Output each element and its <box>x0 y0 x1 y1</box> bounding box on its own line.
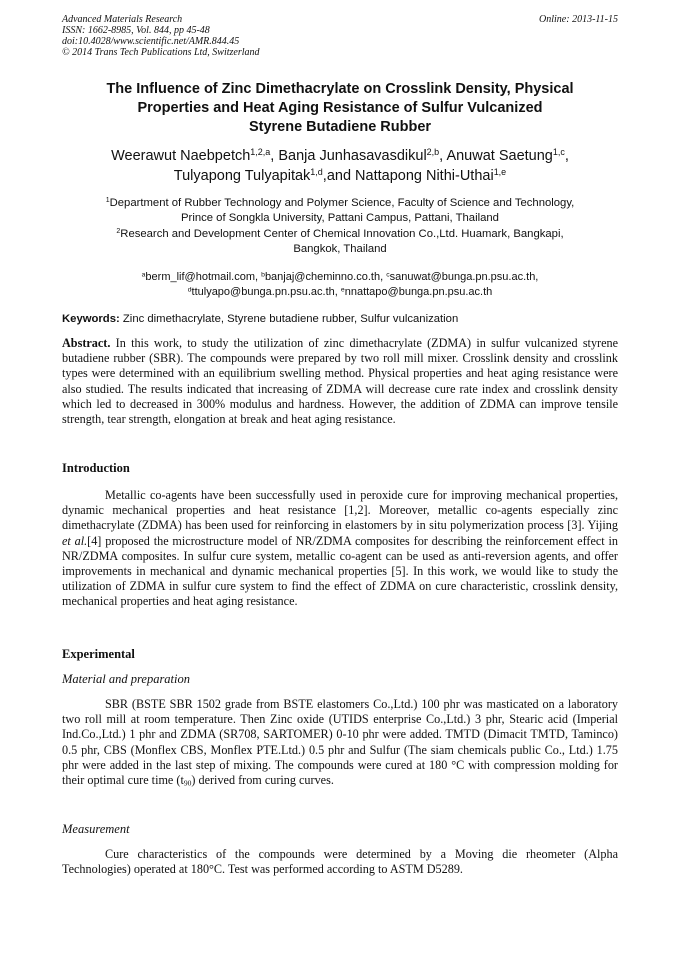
author-sup: 1,c <box>552 147 565 158</box>
keywords <box>62 312 618 327</box>
affiliation-1-line-2: Prince of Songkla University, Pattani Campus, Pattani, Thailand <box>181 212 499 225</box>
journal-copyright: © 2014 Trans Tech Publications Ltd, Switzerland <box>62 47 260 58</box>
affiliation-2-line-2: Bangkok, Thailand <box>293 242 387 255</box>
author-name: Banja Junhasavasdikul <box>278 148 427 164</box>
journal-doi: doi:10.4028/www.scientific.net/AMR.844.45 <box>62 36 240 47</box>
author-name: Anuwat Saetung <box>446 148 553 164</box>
author-sup: 1,d <box>310 167 323 178</box>
email-link[interactable]: sanuwat@bunga.pn.psu.ac.th, <box>389 271 539 283</box>
online-date: Online: 2013-11-15 <box>539 14 618 25</box>
author-name: Weerawut Naebpetch <box>111 148 251 164</box>
paper-title <box>62 80 618 137</box>
keywords-label: Keywords: <box>62 313 120 325</box>
introduction-paragraph: Metallic co-agents have been successfully used in peroxide cure for improving mechanical properties, dynamic mechanical properties and heat resistance [1,2]. Moreover, metallic co-agents especially zinc dimethacrylate (ZDMA) has been used for reinforcing in elastomers by in situ polymerization process [3]. Yijing et al.[4] proposed the microstructure model of NR/ZDMA composites for describing the reinforcement effect in NR/ZDMA composites. In sulfur cure system, metallic co-agent can be used as anti-reversion agents, and offer improvements in mechanical and dynamic mechanical properties [5]. In this work, we would like to study the utilization of ZDMA in sulfur cure system to find the effect of ZDMA on cure characteristic, crosslink density, mechanical properties and heat aging resistance. <box>62 488 618 609</box>
keywords-text: Zinc dimethacrylate, Styrene butadiene rubber, Sulfur vulcanization <box>122 313 459 325</box>
title-line-1: The Influence of Zinc Dimethacrylate on Crosslink Density, Physical <box>106 81 574 97</box>
author-sup: 1,e <box>493 167 507 178</box>
author-name: and Nattapong Nithi-Uthai <box>326 168 494 184</box>
email-line-1: $^a$berm_lif@hotmail.com, $^b$banjaj@cheminno.co.th, $^c$sanuwat@bunga.pn.psu.ac.th, <box>141 271 539 283</box>
section-heading-introduction: Introduction <box>62 461 130 475</box>
author-sup: 2,b <box>426 147 440 158</box>
email-link[interactable]: ttulyapo@bunga.pn.psu.ac.th <box>191 285 335 298</box>
abstract-text: In this work, to study the utilization of zinc dimethacrylate (ZDMA) in sulfur vulcanized styrene butadiene rubber (SBR). The compounds were prepared by two roll mill mixer. Crosslink density and crosslink types were determined with an equilibrium swelling method. Physical properties and heat aging resistance were also studied. The results indicated that increasing of ZDMA will decrease cure rate index and crosslink density which led to decreased in 300% modulus and hardness. However, the addition of ZDMA can improve tensile strength, tear strength, elongation at break and heat aging resistance. <box>62 336 619 427</box>
email-line-2: $^d$ttulyapo@bunga.pn.psu.ac.th, $^e$nnattapo@bunga.pn.psu.ac.th <box>187 285 493 298</box>
author-line-2: Tulyapong Tulyapitak$^{1,d}$,and Nattapong Nithi-Uthai$^{1,e}$ <box>173 167 507 184</box>
measurement-paragraph: Cure characteristics of the compounds were determined by a Moving die rheometer (Alpha Technologies) operated at 180°C. Test was performed according to ASTM D5289. <box>62 847 618 877</box>
subsection-heading-measurement: Measurement <box>62 822 130 836</box>
author-name: Tulyapong Tulyapitak <box>173 168 311 184</box>
affiliations <box>62 196 618 257</box>
affiliation-2-line-1: $^2$Research and Development Center of Chemical Innovation Co.,Ltd. Huamark, Bangkapi, <box>116 227 564 240</box>
author-sup: 1,2,a <box>250 147 271 158</box>
author-list <box>62 146 618 186</box>
title-line-2: Properties and Heat Aging Resistance of Sulfur Vulcanized <box>137 100 543 116</box>
email-link[interactable]: banjaj@cheminno.co.th <box>264 271 381 283</box>
author-line-1: Weerawut Naebpetch$^{1,2,a}$, Banja Junhasavasdikul$^{2,b}$, Anuwat Saetung$^{1,c}$, <box>111 147 569 164</box>
journal-meta <box>62 14 618 58</box>
title-line-3: Styrene Butadiene Rubber <box>248 119 432 135</box>
abstract-label: Abstract. <box>62 336 111 350</box>
email-link[interactable]: berm_lif@hotmail.com <box>145 271 256 283</box>
material-paragraph: SBR (BSTE SBR 1502 grade from BSTE elastomers Co.,Ltd.) 100 phr was masticated on a laboratory two roll mill at room temperature. Then Zinc oxide (UTIDS enterprise Co.,Ltd.) 3 phr, Stearic acid (Imperial Ind.Co.,Ltd.) 1 phr and ZDMA (SR708, SARTOMER) 0-10 phr were added. TMTD (Dimacit TMTD, Taminco) 0.5 phr, CBS (Monflex CBS, Monflex PTE.Ltd.) 0.5 phr and Sulfur (The siam chemicals public Co., Ltd.) 1.75 phr were added in the last step of mixing. The compounds were cured at 180 °C with compression molding for their optimal cure time $(t_{90})$ derived from curing curves. <box>62 697 618 788</box>
section-heading-experimental: Experimental <box>62 647 135 661</box>
journal-issn: ISSN: 1662-8985, Vol. 844, pp 45-48 <box>62 25 210 36</box>
email-link[interactable]: nnattapo@bunga.pn.psu.ac.th <box>344 285 493 298</box>
subsection-heading-material: Material and preparation <box>62 672 191 686</box>
abstract <box>62 336 618 427</box>
affiliation-1-line-1: $^1$Department of Rubber Technology and Polymer Science, Faculty of Science and Technology, <box>105 197 575 209</box>
journal-name: Advanced Materials Research <box>62 14 183 25</box>
author-emails <box>62 270 618 299</box>
